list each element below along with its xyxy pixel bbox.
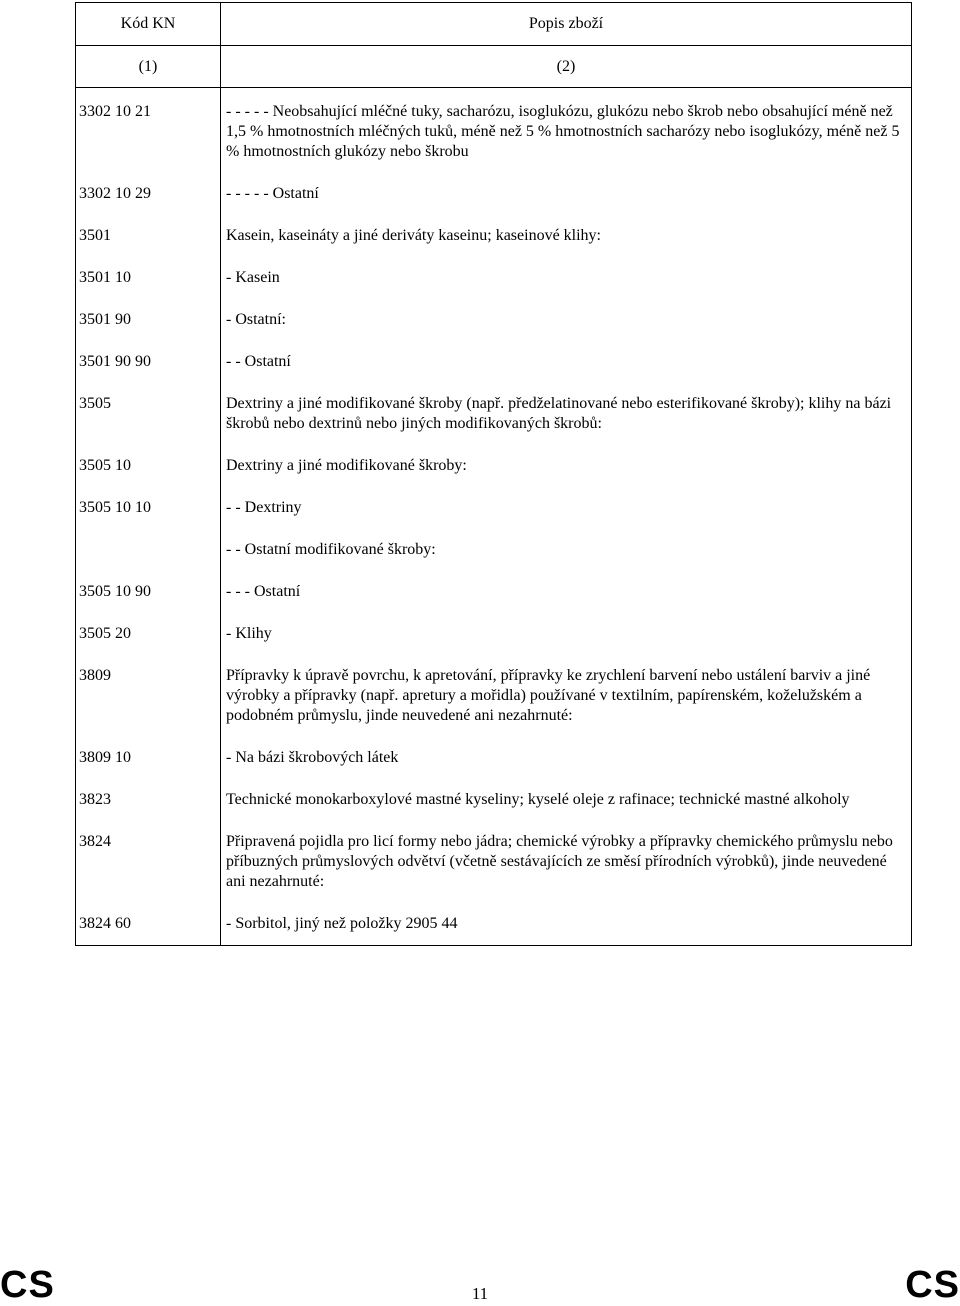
row-description: - Klihy (221, 610, 912, 652)
row-code: 3809 (76, 652, 221, 734)
table-row (76, 818, 912, 900)
table-row (76, 568, 912, 610)
table-row (76, 380, 912, 442)
table-row (76, 734, 912, 776)
row-code: 3505 (76, 380, 221, 442)
row-description: Přípravky k úpravě povrchu, k apretování, přípravky ke zrychlení barvení nebo ustálení barviv a jiné výrobky a přípravky (např. apretury a mořidla) používané v textilním, papírenském, koželužském a podobném průmyslu, jinde neuvedené ani nezahrnuté: (221, 652, 912, 734)
row-description: Technické monokarboxylové mastné kyseliny; kyselé oleje z rafinace; technické mastné alkoholy (221, 776, 912, 818)
row-code (76, 526, 221, 568)
table-row (76, 776, 912, 818)
table-row (76, 338, 912, 380)
row-description: - Sorbitol, jiný než položky 2905 44 (221, 900, 912, 946)
row-code: 3824 (76, 818, 221, 900)
row-description: Připravená pojidla pro licí formy nebo jádra; chemické výrobky a přípravky chemického průmyslu nebo příbuzných průmyslových odvětví (včetně sestávajících ze směsí přírodních výrobků), jinde neuvedené ani nezahrnuté: (221, 818, 912, 900)
row-description: - - Ostatní modifikované škroby: (221, 526, 912, 568)
footer-language-left: CS (0, 1264, 55, 1306)
table-row (76, 254, 912, 296)
row-description: - - - - - Neobsahující mléčné tuky, sacharózu, isoglukózu, glukózu nebo škrob nebo obsahující méně než 1,5 % hmotnostních mléčných tuků, méně než 5 % hmotnostních sacharózy nebo isoglukózy, méně než 5 % hmotnostních glukózy nebo škrobu (221, 88, 912, 171)
row-description: - - - - - Ostatní (221, 170, 912, 212)
table-row (76, 526, 912, 568)
row-code: 3823 (76, 776, 221, 818)
row-code: 3501 90 90 (76, 338, 221, 380)
header-row (76, 3, 912, 46)
row-code: 3501 90 (76, 296, 221, 338)
row-code: 3302 10 29 (76, 170, 221, 212)
row-description: - - Dextriny (221, 484, 912, 526)
column-header-code: Kód KN (76, 3, 221, 46)
page-number: 11 (471, 1284, 489, 1303)
row-description: - Kasein (221, 254, 912, 296)
row-code: 3302 10 21 (76, 88, 221, 171)
row-code: 3809 10 (76, 734, 221, 776)
row-description: Dextriny a jiné modifikované škroby: (221, 442, 912, 484)
table-row (76, 652, 912, 734)
row-code: 3505 10 (76, 442, 221, 484)
row-description: Dextriny a jiné modifikované škroby (např. předželatinované nebo esterifikované škroby); klihy na bázi škrobů nebo dextrinů nebo jiných modifikovaných škrobů: (221, 380, 912, 442)
table-row (76, 900, 912, 946)
table-row (76, 88, 912, 171)
row-description: - - Ostatní (221, 338, 912, 380)
table-row (76, 170, 912, 212)
footer-language-right: CS (905, 1264, 960, 1306)
header-number-row (76, 46, 912, 88)
row-description: - Ostatní: (221, 296, 912, 338)
table-row (76, 610, 912, 652)
table-row (76, 212, 912, 254)
table-row (76, 442, 912, 484)
column-number-code: (1) (76, 46, 221, 88)
row-code: 3505 20 (76, 610, 221, 652)
row-description: - Na bázi škrobových látek (221, 734, 912, 776)
table-row (76, 296, 912, 338)
row-description: - - - Ostatní (221, 568, 912, 610)
row-code: 3824 60 (76, 900, 221, 946)
column-header-description: Popis zboží (221, 3, 912, 46)
row-code: 3501 10 (76, 254, 221, 296)
row-code: 3505 10 90 (76, 568, 221, 610)
row-code: 3501 (76, 212, 221, 254)
row-code: 3505 10 10 (76, 484, 221, 526)
column-number-description: (2) (221, 46, 912, 88)
tariff-table (75, 2, 912, 946)
table-row (76, 484, 912, 526)
row-description: Kasein, kaseináty a jiné deriváty kaseinu; kaseinové klihy: (221, 212, 912, 254)
